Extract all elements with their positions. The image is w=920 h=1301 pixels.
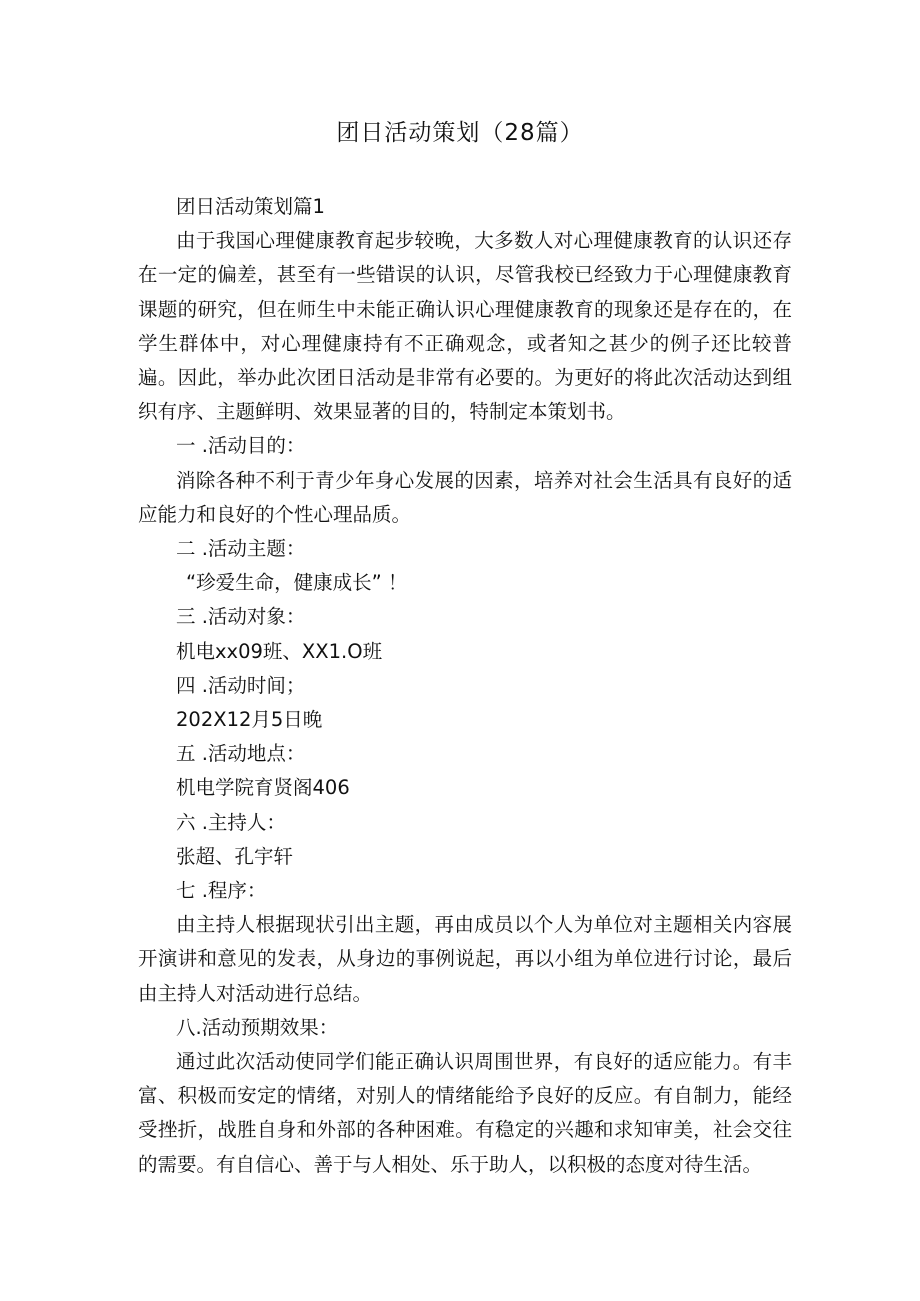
item-content-purpose: 消除各种不利于青少年身心发展的因素，培养对社会生活具有良好的适应能力和良好的个性心理品质。 <box>138 468 792 526</box>
item-content-expected-effect: 通过此次活动使同学们能正确认识周围世界，有良好的适应能力。有丰富、积极而安定的情绪，对别人的情绪能给予良好的反应。有自制力，能经受挫折，战胜自身和外部的各种困难。有稳定的兴趣和求知审美，社会交往的需要。有自信心、善于与人相处、乐于助人，以积极的态度对待生活。 <box>138 1050 792 1176</box>
item-heading-location: 五 .活动地点： <box>176 742 306 766</box>
item-heading-theme: 二 .活动主题： <box>176 537 306 561</box>
item-heading-time: 四 .活动时间； <box>176 673 306 697</box>
section-title: 团日活动策划篇1 <box>176 195 325 218</box>
item-heading-host: 六 .主持人： <box>176 810 286 834</box>
item-content-theme: “珍爱生命，健康成长” ！ <box>186 571 408 595</box>
intro-paragraph: 由于我国心理健康教育起步较晚，大多数人对心理健康教育的认识还存在一定的偏差，甚至有一些错误的认识，尽管我校已经致力于心理健康教育课题的研究，但在师生中未能正确认识心理健康教育的现象还是存在的，在学生群体中，对心理健康持有不正确观念，或者知之甚少的例子还比较普遍。因此，举办此次团日活动是非常有必要的。为更好的将此次活动达到组织有序、主题鲜明、效果显著的目的，特制定本策划书。 <box>138 229 792 424</box>
item-heading-purpose: 一 .活动目的： <box>176 434 306 458</box>
item-content-location: 机电学院育贤阁406 <box>176 776 350 800</box>
item-heading-audience: 三 .活动对象： <box>176 605 306 629</box>
item-heading-expected-effect: 八.活动预期效果： <box>176 1015 339 1039</box>
document-body <box>138 190 792 1182</box>
item-content-audience: 机电xx09班、XX1.O班 <box>176 639 383 663</box>
item-content-host: 张超、孔宇轩 <box>176 844 294 868</box>
item-content-procedure: 由主持人根据现状引出主题，再由成员以个人为单位对主题相关内容展开演讲和意见的发表，从身边的事例说起，再以小组为单位进行讨论，最后由主持人对活动进行总结。 <box>138 913 792 1005</box>
item-content-time: 202X12月5日晚 <box>176 708 323 732</box>
item-heading-procedure: 七 .程序： <box>176 879 267 903</box>
document-title: 团日活动策划（28篇） <box>336 120 584 146</box>
